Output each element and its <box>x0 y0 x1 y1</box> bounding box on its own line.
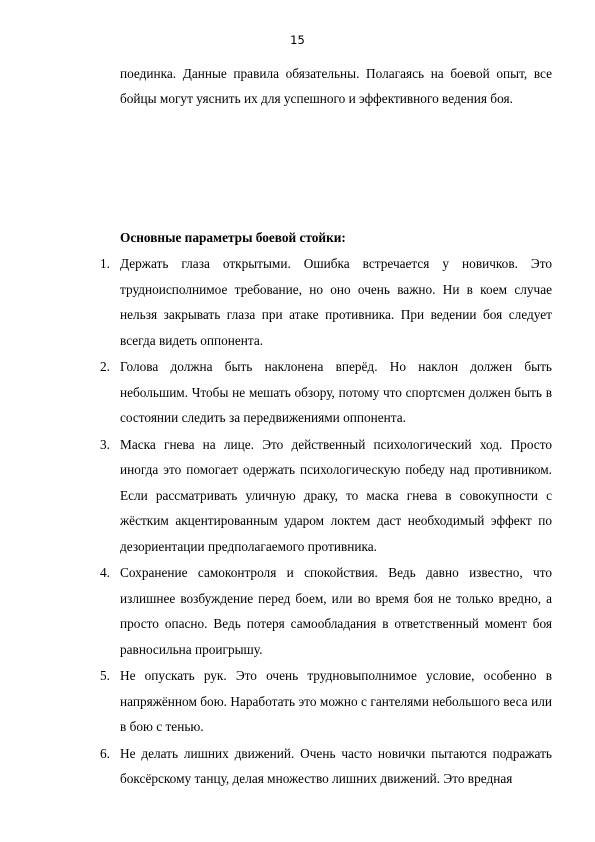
list-item-number: 2. <box>100 359 110 374</box>
section-heading: Основные параметры боевой стойки: <box>120 230 346 245</box>
stance-parameters-list <box>100 251 552 793</box>
list-item <box>100 354 552 431</box>
list-item <box>100 560 552 662</box>
list-item <box>100 663 552 740</box>
list-item <box>100 741 552 792</box>
list-item-text: Не делать лишних движений. Очень часто новички пытаются подражать боксёрскому танцу, делая множество лишних движений. Это вредная <box>120 745 552 786</box>
list-item-text: Сохранение самоконтроля и спокойствия. Ведь давно известно, что излишнее возбуждение перед боем, или во время боя не только вредно, а просто опасно. Ведь потеря самообладания в ответственный момент боя равносильна проигрышу. <box>120 565 552 657</box>
list-item <box>100 432 552 560</box>
list-item-text: Держать глаза открытыми. Ошибка встречается у новичков. Это трудноисполнимое требование, но оно очень важно. Ни в коем случае нельзя закрывать глаза при атаке противника. При ведении боя следует всегда видеть оппонента. <box>120 256 552 348</box>
list-item-number: 3. <box>100 436 110 452</box>
list-item-text: Не опускать рук. Это очень трудновыполнимое условие, особенно в напряжённом бою. Наработать это можно с гантелями небольшого веса или в бою с тенью. <box>120 668 552 734</box>
list-item-number: 5. <box>100 668 110 683</box>
list-item-number: 1. <box>100 256 110 271</box>
list-item-text: Маска гнева на лице. Это действенный психологический ход. Просто иногда это помогает одержать психологическую победу над противником. Если рассматривать уличную драку, то маска гнева в совокупности с жёстким акцентированным ударом локтем даст необходимый эффект по дезориентации предполагаемого противника. <box>120 436 552 554</box>
list-item-number: 4. <box>100 565 110 580</box>
list-item-text: Голова должна быть наклонена вперёд. Но наклон должен быть небольшим. Чтобы не мешать обзору, потому что спортсмен должен быть в состоянии следить за передвижениями оппонента. <box>120 359 552 425</box>
list-item <box>100 251 552 353</box>
list-item-number: 6. <box>100 745 110 761</box>
page-number: 15 <box>290 33 305 47</box>
intro-paragraph: поединка. Данные правила обязательны. Полагаясь на боевой опыт, все бойцы могут уяснить их для успешного и эффективного ведения боя. <box>120 66 552 106</box>
